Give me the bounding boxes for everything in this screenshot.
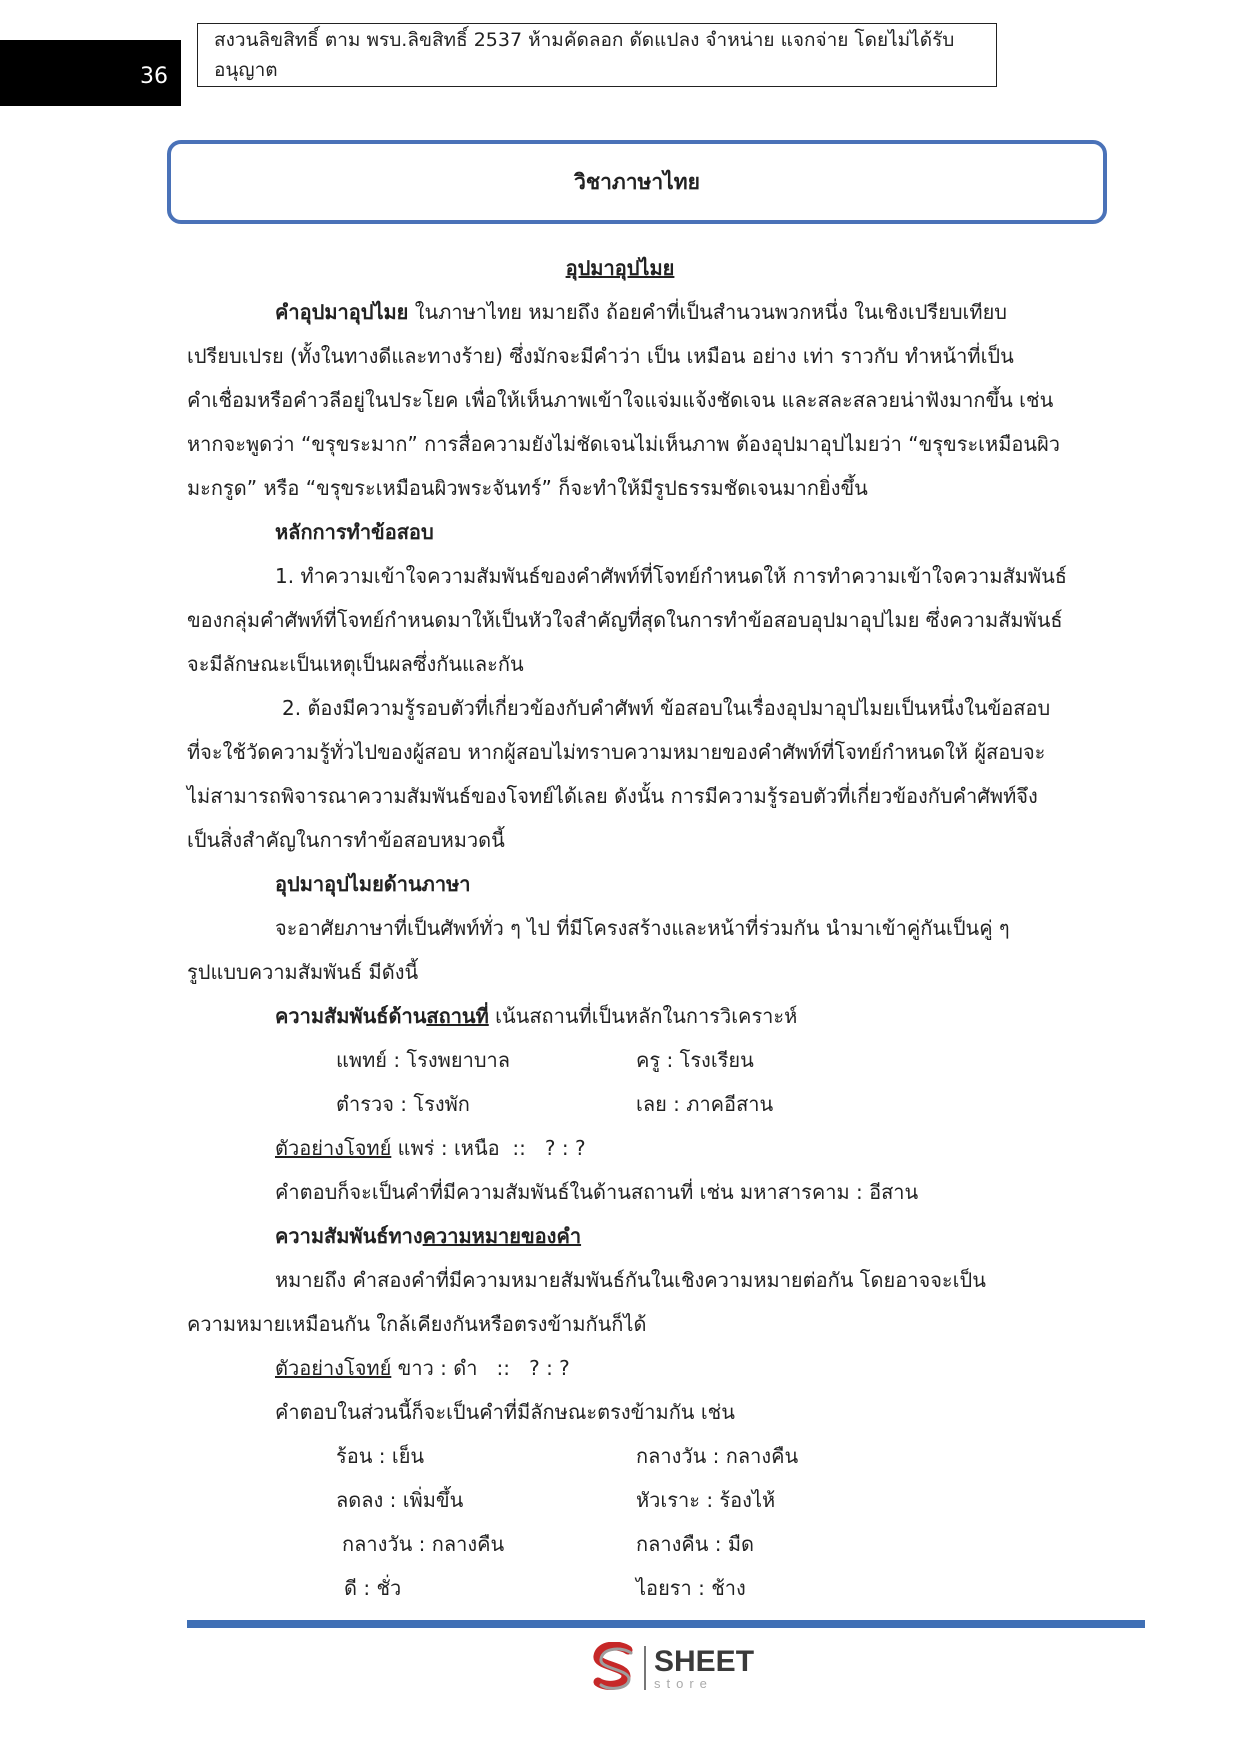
subject-title: วิชาภาษาไทย [574, 169, 700, 194]
example-text: ขาว : ดำ :: ? : ? [397, 1356, 570, 1380]
paragraph-line: ของกลุ่มคำศัพท์ที่โจทย์กำหนดมาให้เป็นหัวใจสำคัญที่สุดในการทำข้อสอบอุปมาอุปไมย ซึ่งความสัมพันธ์ [187, 608, 1063, 632]
meaning-example [275, 1354, 570, 1382]
logo-divider [644, 1646, 646, 1690]
pair-item: กลางวัน : กลางคืน [636, 1444, 799, 1468]
example-label: ตัวอย่างโจทย์ [275, 1136, 392, 1160]
subject-title-box [167, 140, 1107, 224]
paragraph-line: ที่จะใช้วัดความรู้ทั่วไปของผู้สอบ หากผู้สอบไม่ทราบความหมายของคำศัพท์ที่โจทย์กำหนดให้ ผู้สอบจะ [187, 740, 1046, 764]
paragraph-line: ความหมายเหมือนกัน ใกล้เคียงกันหรือตรงข้ามกันก็ได้ [187, 1312, 647, 1336]
pair-item: ครู : โรงเรียน [636, 1048, 754, 1072]
pair-item: ตำรวจ : โรงพัก [336, 1092, 470, 1116]
place-heading [275, 1002, 797, 1030]
logo-word: SHEET [654, 1644, 755, 1678]
copyright-notice [197, 23, 997, 87]
paragraph-line: รูปแบบความสัมพันธ์ มีดังนี้ [187, 960, 419, 984]
paragraph-line: เปรียบเปรย (ทั้งในทางดีและทางร้าย) ซึ่งมักจะมีคำว่า เป็น เหมือน อย่าง เท่า ราวกับ ทำหน้าที่เป็น [187, 344, 1014, 368]
paragraph-line: จะอาศัยภาษาที่เป็นศัพท์ทั่ว ๆ ไป ที่มีโครงสร้างและหน้าที่ร่วมกัน นำมาเข้าคู่กันเป็นคู่ ๆ [275, 916, 1010, 940]
place-heading-desc: เน้นสถานที่เป็นหลักในการวิเคราะห์ [495, 1004, 798, 1028]
sheet-store-logo [590, 1640, 770, 1696]
copyright-text: สงวนลิขสิทธิ์ ตาม พรบ.ลิขสิทธิ์ 2537 ห้ามคัดลอก ดัดแปลง จำหน่าย แจกจ่าย โดยไม่ได้รับอนุญาต [214, 29, 955, 81]
pair-item: หัวเราะ : ร้องไห้ [636, 1488, 776, 1512]
footer-rule [187, 1620, 1145, 1628]
paragraph-line: คำเชื่อมหรือคำวลีอยู่ในประโยค เพื่อให้เห็นภาพเข้าใจแจ่มแจ้งชัดเจน และสละสลวยน่าฟังมากขึ้น เช่น [187, 388, 1054, 412]
language-heading: อุปมาอุปไมยด้านภาษา [275, 872, 471, 896]
example-label: ตัวอย่างโจทย์ [275, 1356, 392, 1380]
paragraph-line [275, 298, 1007, 326]
page-number: 36 [140, 64, 168, 89]
pair-item: กลางวัน : กลางคืน [342, 1532, 505, 1556]
paragraph-line: 1. ทำความเข้าใจความสัมพันธ์ของคำศัพท์ที่โจทย์กำหนดให้ การทำความเข้าใจความสัมพันธ์ [275, 564, 1067, 588]
sheet-store-s-icon [590, 1642, 638, 1694]
pair-item: เลย : ภาคอีสาน [636, 1092, 774, 1116]
meaning-heading [275, 1222, 581, 1250]
pair-item: กลางคืน : มืด [636, 1532, 755, 1556]
meaning-heading-keyword: ความหมายของคำ [422, 1224, 582, 1248]
intro-text: ในภาษาไทย หมายถึง ถ้อยคำที่เป็นสำนวนพวกหนึ่ง ในเชิงเปรียบเทียบ [414, 300, 1007, 324]
paragraph-line: ไม่สามารถพิจารณาความสัมพันธ์ของโจทย์ได้เลย ดังนั้น การมีความรู้รอบตัวที่เกี่ยวข้องกับคำศัพท์จึง [187, 784, 1038, 808]
meaning-heading-label: ความสัมพันธ์ทาง [275, 1224, 423, 1248]
place-heading-keyword: สถานที่ [426, 1004, 489, 1028]
pair-item: แพทย์ : โรงพยาบาล [336, 1048, 510, 1072]
place-answer: คำตอบก็จะเป็นคำที่มีความสัมพันธ์ในด้านสถานที่ เช่น มหาสารคาม : อีสาน [275, 1180, 919, 1204]
logo-subword: store [654, 1675, 713, 1691]
paragraph-line: 2. ต้องมีความรู้รอบตัวที่เกี่ยวข้องกับคำศัพท์ ข้อสอบในเรื่องอุปมาอุปไมยเป็นหนึ่งในข้อสอบ [282, 696, 1051, 720]
meaning-answer: คำตอบในส่วนนี้ก็จะเป็นคำที่มีลักษณะตรงข้ามกัน เช่น [275, 1400, 735, 1424]
paragraph-line: หากจะพูดว่า “ขรุขระมาก” การสื่อความยังไม่ชัดเจนไม่เห็นภาพ ต้องอุปมาอุปไมยว่า “ขรุขระเหมือนผิว [187, 432, 1061, 456]
section-title: อุปมาอุปไมย [565, 256, 675, 280]
place-example [275, 1134, 586, 1162]
paragraph-line: เป็นสิ่งสำคัญในการทำข้อสอบหมวดนี้ [187, 828, 505, 852]
principles-heading: หลักการทำข้อสอบ [275, 520, 434, 544]
place-heading-label: ความสัมพันธ์ด้าน [275, 1004, 427, 1028]
pair-item: ร้อน : เย็น [336, 1444, 425, 1468]
paragraph-line: มะกรูด” หรือ “ขรุขระเหมือนผิวพระจันทร์” ก็จะทำให้มีรูปธรรมชัดเจนมากยิ่งขึ้น [187, 476, 868, 500]
intro-term: คำอุปมาอุปไมย [275, 300, 409, 324]
pair-item: ดี : ชั่ว [344, 1576, 402, 1600]
paragraph-line: จะมีลักษณะเป็นเหตุเป็นผลซึ่งกันและกัน [187, 652, 524, 676]
logo-wordmark [654, 1644, 755, 1691]
paragraph-line: หมายถึง คำสองคำที่มีความหมายสัมพันธ์กันในเชิงความหมายต่อกัน โดยอาจจะเป็น [275, 1268, 986, 1292]
pair-item: ลดลง : เพิ่มขึ้น [336, 1488, 464, 1512]
pair-item: ไอยรา : ช้าง [636, 1576, 746, 1600]
example-text: แพร่ : เหนือ :: ? : ? [397, 1136, 586, 1160]
